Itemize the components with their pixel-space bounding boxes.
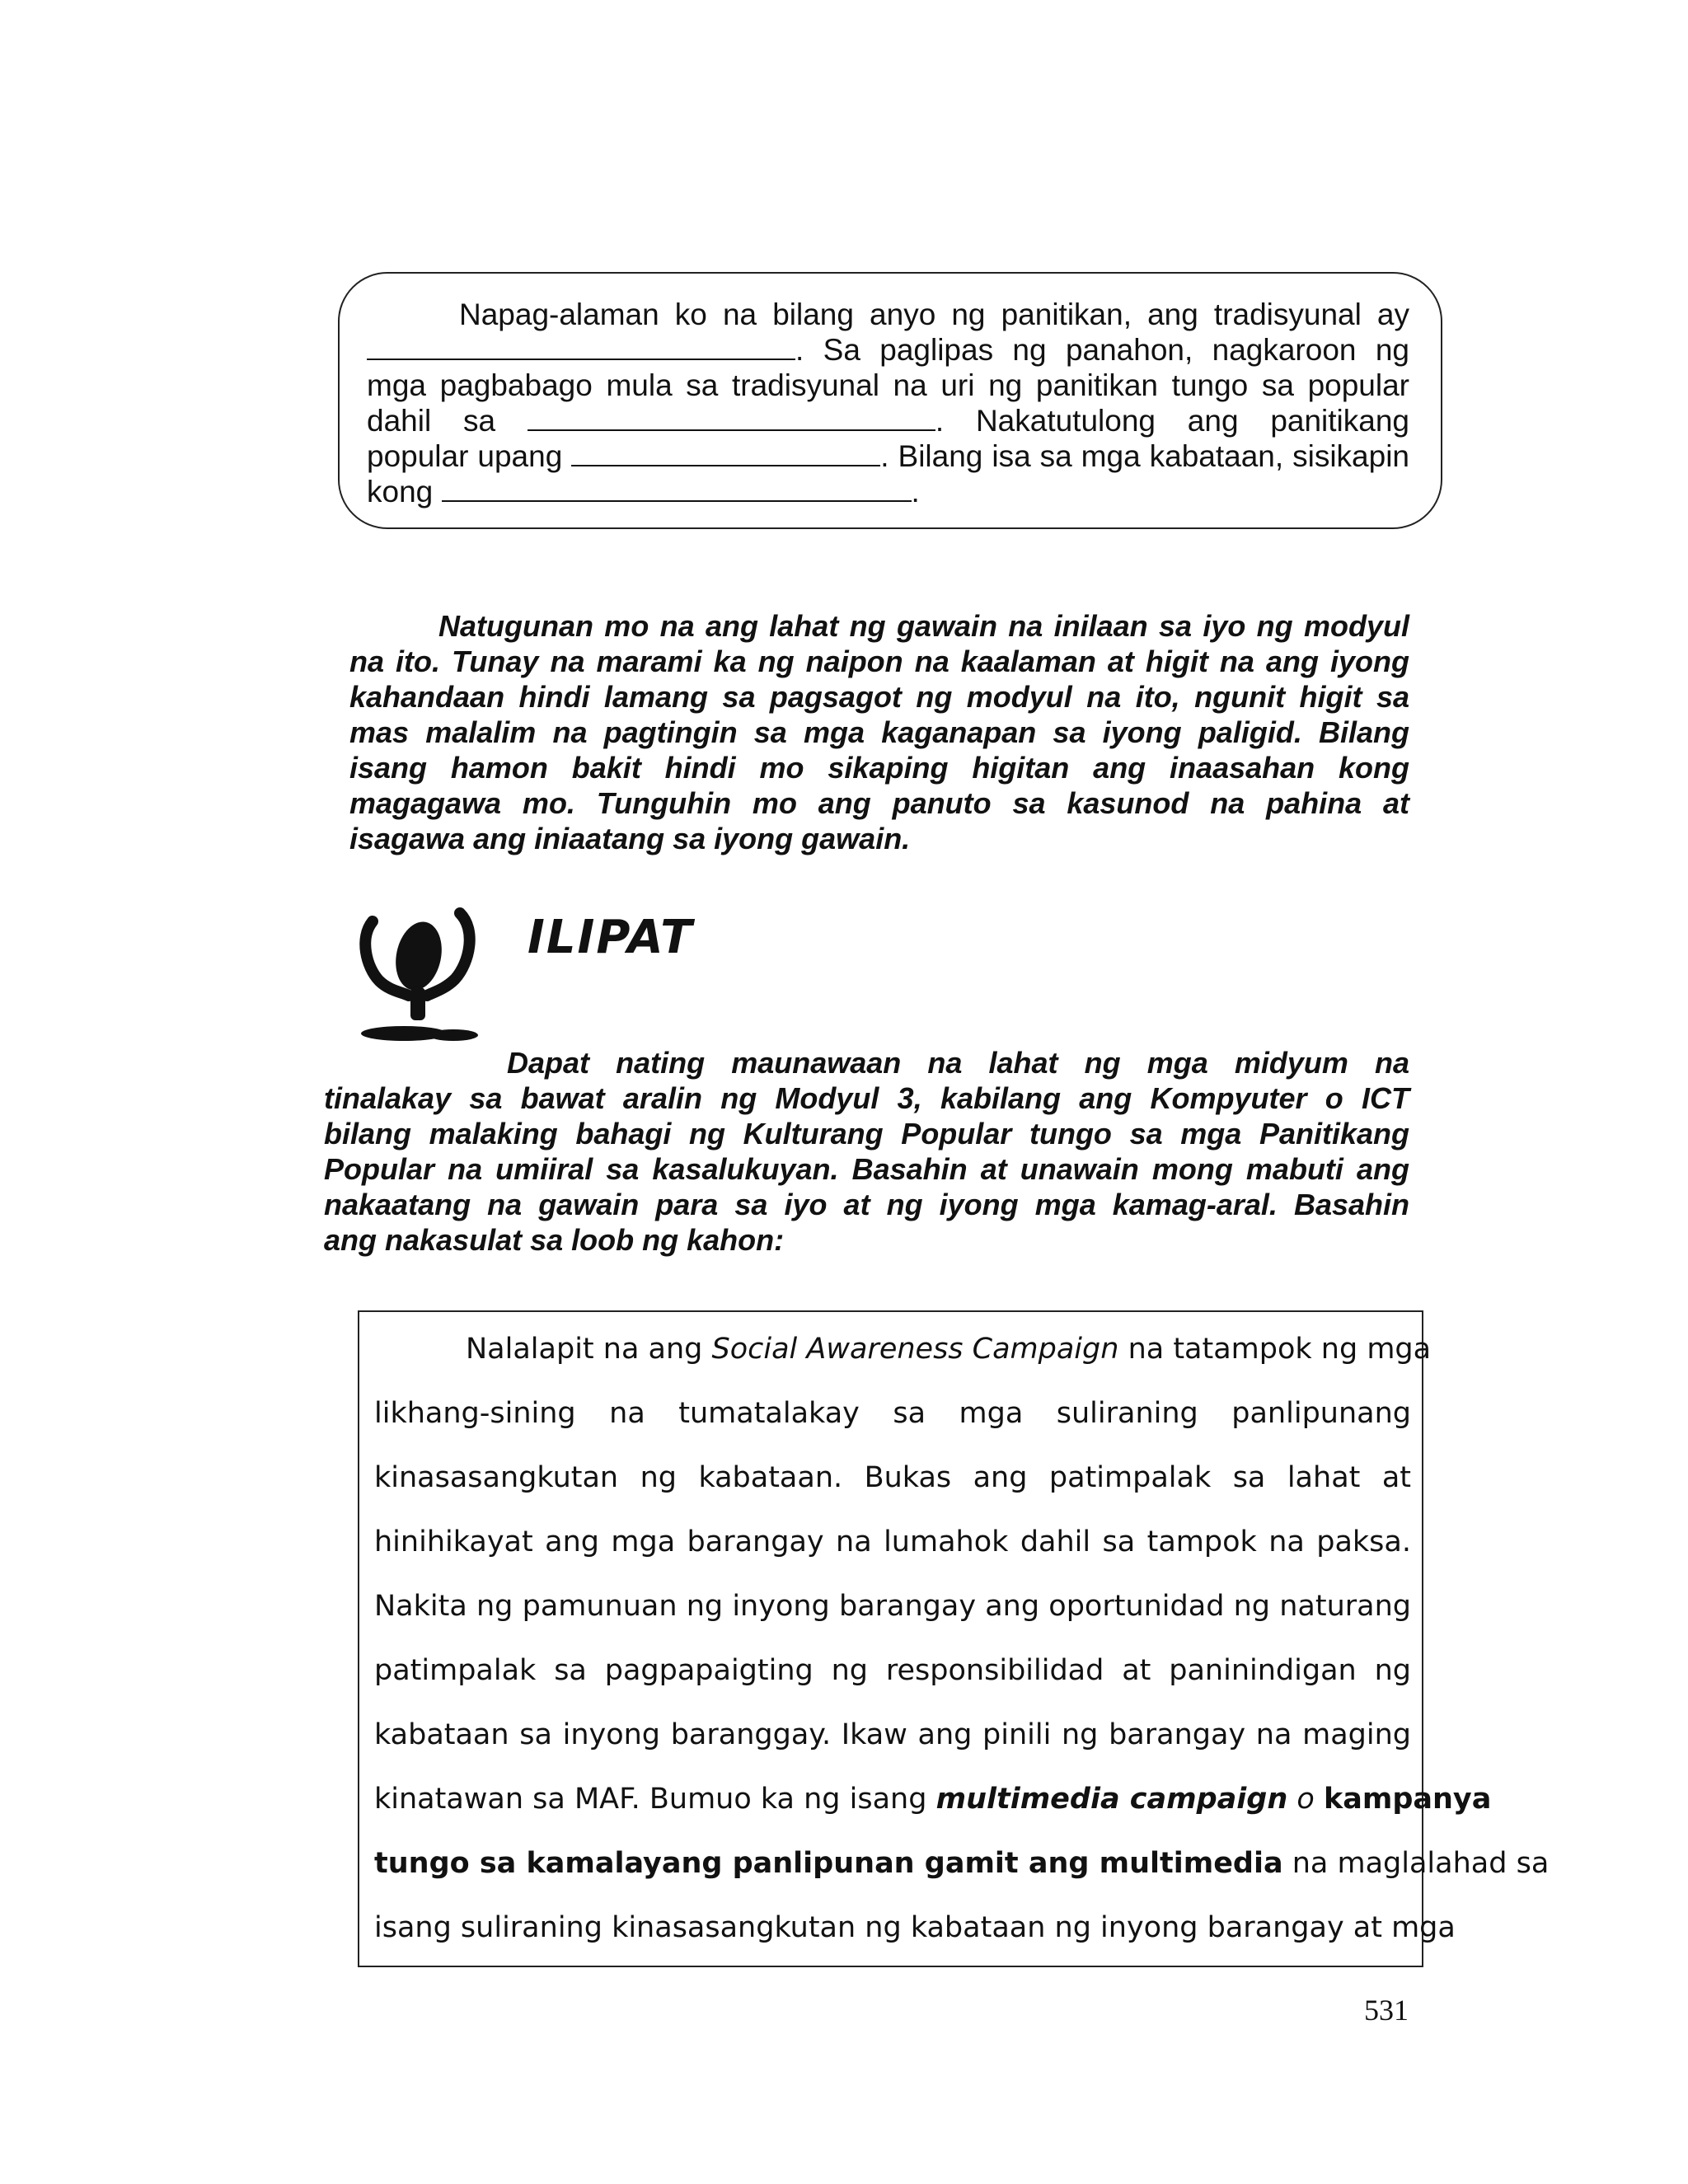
campaign-line-3: kinasasangkutan ng kabataan. Bukas ang patimpalak sa lahat at — [374, 1461, 1411, 1494]
reflection-text: kong — [367, 475, 434, 509]
campaign-line-5: Nakita ng pamunuan ng inyong barangay ang oportunidad ng naturang — [374, 1590, 1411, 1623]
reflection-text: . Bilang isa sa mga kabataan, sisikapin — [880, 439, 1409, 473]
campaign-line-6: patimpalak sa pagpapaigting ng responsibilidad at paninindigan ng — [374, 1654, 1411, 1687]
campaign-text: na maglalahad sa — [1292, 1847, 1550, 1880]
answer-blank-2[interactable] — [528, 403, 935, 431]
conclusion-line: Natugunan mo na ang lahat ng gawain na inilaan sa iyo ng modyul — [438, 609, 1409, 643]
reflection-line-6 — [367, 474, 1409, 509]
reflection-text: dahil sa — [367, 404, 496, 438]
reflection-text: popular upang — [367, 439, 563, 473]
instruction-line: Popular na umiiral sa kasalukuyan. Basahin at unawain mong mabuti ang — [324, 1152, 1409, 1186]
conclusion-line: mas malalim na pagtingin sa mga kaganapan sa iyong paligid. Bilang — [349, 715, 1409, 749]
reflection-line-2 — [367, 332, 1409, 368]
reflection-text: . Sa paglipas ng panahon, nagkaroon ng — [795, 333, 1409, 367]
reflection-line-1: Napag-alaman ko na bilang anyo ng panitikan, ang tradisyunal ay — [459, 298, 1409, 331]
section-title: ILIPAT — [528, 911, 694, 964]
campaign-line-8 — [374, 1781, 1492, 1817]
reflection-line-4 — [367, 403, 1409, 438]
campaign-name: Social Awareness Campaign — [711, 1333, 1119, 1366]
campaign-text: Nalalapit na ang — [466, 1333, 703, 1366]
campaign-text: kinatawan sa MAF. Bumuo ka ng isang — [374, 1783, 927, 1816]
instruction-line: ang nakasulat sa loob ng kahon: — [324, 1223, 785, 1257]
campaign-line-2: likhang-sining na tumatalakay sa mga suliraning panlipunang — [374, 1397, 1411, 1430]
campaign-text: o — [1296, 1783, 1315, 1816]
reflection-line-3: mga pagbabago mula sa tradisyunal na uri ng panitikan tungo sa popular — [367, 368, 1409, 402]
conclusion-line: isagawa ang iniaatang sa iyong gawain. — [349, 822, 911, 855]
answer-blank-1[interactable] — [367, 332, 795, 360]
campaign-term: tungo sa kamalayang panlipunan gamit ang multimedia — [374, 1847, 1283, 1880]
raised-arms-figure-icon — [354, 905, 486, 1045]
instruction-line: nakaatang na gawain para sa iyo at ng iyong mga kamag-aral. Basahin — [324, 1188, 1409, 1221]
answer-blank-4[interactable] — [442, 474, 912, 502]
conclusion-line: isang hamon bakit hindi mo sikaping higitan ang inaasahan kong — [349, 751, 1409, 785]
campaign-line-1 — [466, 1331, 1432, 1367]
campaign-line-9 — [374, 1845, 1550, 1882]
campaign-line-4: hinihikayat ang mga barangay na lumahok dahil sa tampok na paksa. — [374, 1526, 1411, 1558]
instruction-line: tinalakay sa bawat aralin ng Modyul 3, kabilang ang Kompyuter o ICT — [324, 1081, 1409, 1115]
conclusion-line: magagawa mo. Tunguhin mo ang panuto sa kasunod na pahina at — [349, 786, 1409, 820]
reflection-line-5 — [367, 438, 1409, 474]
campaign-line-10: isang suliraning kinasasangkutan ng kabataan ng inyong barangay at mga — [374, 1911, 1456, 1944]
answer-blank-3[interactable] — [571, 438, 880, 466]
instruction-line: Dapat nating maunawaan na lahat ng mga midyum na — [507, 1046, 1409, 1080]
page-number: 531 — [1364, 1994, 1409, 2027]
campaign-text: na tatampok ng mga — [1128, 1333, 1432, 1366]
instruction-line: bilang malaking bahagi ng Kulturang Popular tungo sa mga Panitikang — [324, 1117, 1409, 1151]
conclusion-line: na ito. Tunay na marami ka ng naipon na kaalaman at higit na ang iyong — [349, 644, 1409, 678]
conclusion-line: kahandaan hindi lamang sa pagsagot ng modyul na ito, ngunit higit sa — [349, 680, 1409, 714]
reflection-text: . — [911, 475, 920, 509]
campaign-term: multimedia campaign — [935, 1783, 1288, 1816]
campaign-line-7: kabataan sa inyong baranggay. Ikaw ang pinili ng barangay na maging — [374, 1718, 1411, 1751]
reflection-text: . Nakatutulong ang panitikang — [935, 404, 1410, 438]
campaign-term: kampanya — [1323, 1783, 1492, 1816]
